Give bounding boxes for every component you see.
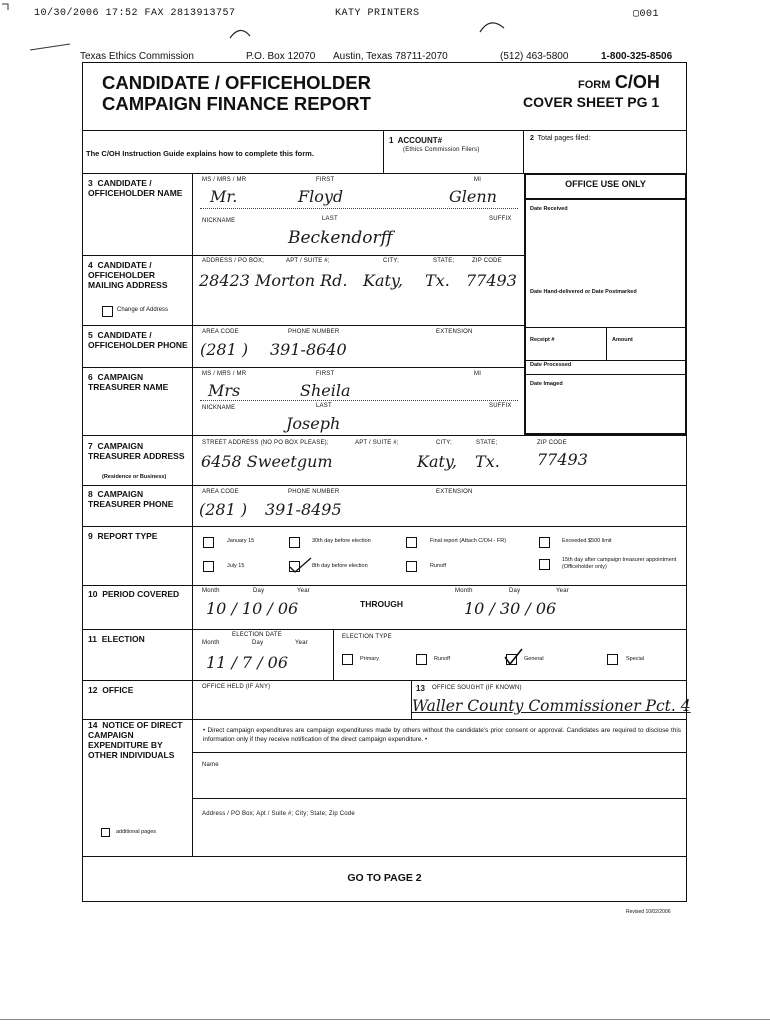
s10-h-year-to: Year (556, 588, 569, 594)
s4-zip[interactable]: 77493 (466, 271, 517, 290)
s9-15day-checkbox[interactable] (539, 559, 550, 570)
office-date-hand: Date Hand-delivered or Date Postmarked (530, 289, 637, 295)
s9-8day-label: 8th day before election (312, 563, 368, 569)
s14-additional-label: additional pages (116, 829, 157, 835)
s3-h-mi: MI (474, 177, 482, 183)
s3-middle[interactable]: Glenn (449, 187, 497, 206)
s8-h-ext: EXTENSION (436, 489, 473, 495)
s13-h-sought: OFFICE SOUGHT (IF KNOWN) (432, 685, 522, 691)
s8-num: 8 (88, 489, 93, 499)
account-field-label (389, 136, 442, 145)
s6-prefix[interactable]: Mrs (208, 381, 241, 400)
goto-page-2: GO TO PAGE 2 (347, 872, 422, 884)
s7-zip[interactable]: 77493 (537, 450, 588, 469)
s9-final-label: Final report (Attach C/OH - FR) (430, 538, 507, 544)
s14-label (88, 720, 188, 760)
s6-last-name[interactable]: Joseph (286, 414, 341, 433)
s7-state[interactable]: Tx. (475, 452, 500, 471)
s9-label-text: REPORT TYPE (97, 531, 158, 541)
s11-h-type: ELECTION TYPE (342, 634, 392, 640)
s9-jul15-checkbox[interactable] (203, 561, 214, 572)
s5-num: 5 (88, 330, 93, 340)
form-title-line2: CAMPAIGN FINANCE REPORT (102, 93, 371, 114)
s4-h-zip: ZIP CODE (472, 258, 502, 264)
agency-city: Austin, Texas 78711-2070 (333, 51, 448, 62)
account-label: ACCOUNT# (397, 136, 443, 145)
s6-label (88, 372, 188, 392)
s11-election-date[interactable]: 11 / 7 / 06 (206, 653, 289, 672)
s7-h-state: STATE; (476, 440, 498, 446)
s9-runoff-label: Runoff (430, 563, 447, 569)
s4-change-address-checkbox[interactable] (102, 306, 113, 317)
s9-8day-check-icon (287, 556, 313, 574)
office-use-box (524, 173, 687, 435)
s10-label-text: PERIOD COVERED (102, 589, 180, 599)
s10-from-date[interactable]: 10 / 10 / 06 (206, 599, 299, 618)
s10-to-date[interactable]: 10 / 30 / 06 (464, 599, 557, 618)
s3-num: 3 (88, 178, 93, 188)
s5-label-text: CANDIDATE / OFFICEHOLDER PHONE (88, 330, 188, 350)
s7-h-zip: ZIP CODE (537, 440, 567, 446)
office-receipt: Receipt # (530, 337, 555, 343)
fax-datetime: 10/30/2006 17:52 FAX 2813913757 (34, 8, 236, 19)
s4-h-addr: ADDRESS / PO BOX; (202, 258, 265, 264)
account-num: 1 (389, 136, 394, 145)
office-date-imaged: Date Imaged (530, 381, 563, 387)
s6-h-nick: NICKNAME (202, 405, 236, 411)
cover-sheet-label: COVER SHEET PG 1 (523, 94, 660, 110)
s9-jul15-label: July 15 (227, 563, 245, 569)
s7-sub: (Residence or Business) (102, 474, 167, 480)
s9-30day-checkbox[interactable] (289, 537, 300, 548)
s13-office-sought[interactable]: Waller County Commissioner Pct. 4 (412, 697, 691, 715)
agency-address: P.O. Box 12070 (246, 51, 316, 62)
s14-label-text: NOTICE OF DIRECT CAMPAIGN EXPENDITURE BY OTHER INDIVIDUALS (88, 720, 183, 760)
s6-h-mi: MI (474, 371, 482, 377)
s9-label (88, 531, 157, 541)
s5-phone[interactable]: 391-8640 (270, 340, 347, 359)
s11-primary-label: Primary (360, 656, 379, 662)
s4-change-label: Change of Address (117, 307, 169, 313)
s8-label-text: CAMPAIGN TREASURER PHONE (88, 489, 174, 509)
account-sub: (Ethics Commission Filers) (403, 147, 480, 153)
s9-exceeded-checkbox[interactable] (539, 537, 550, 548)
s9-jan15-label: January 15 (227, 538, 255, 544)
s14-notice-text: • Direct campaign expenditures are campaign expenditures made by others without the candidate's prior consent or approval. Candidates are required to disclose this information only if they receive notification of the direct campaign expenditure. • (203, 727, 681, 743)
form-title-line1: CANDIDATE / OFFICEHOLDER (102, 72, 371, 93)
s10-h-month-from: Month (202, 588, 220, 594)
s12-label-text: OFFICE (102, 685, 134, 695)
s4-city[interactable]: Katy, (363, 271, 403, 290)
s11-h-date: ELECTION DATE (232, 632, 282, 638)
s3-prefix[interactable]: Mr. (210, 187, 238, 206)
office-use-title: OFFICE USE ONLY (565, 179, 646, 189)
fax-sender: KATY PRINTERS (335, 8, 420, 19)
s7-num: 7 (88, 441, 93, 451)
s11-h-year: Year (295, 640, 308, 646)
s7-address[interactable]: 6458 Sweetgum (201, 452, 333, 471)
s9-runoff-checkbox[interactable] (406, 561, 417, 572)
agency-phone: (512) 463-5800 (500, 51, 569, 62)
s8-label (88, 489, 188, 509)
s10-h-day-to: Day (509, 588, 521, 594)
s4-address[interactable]: 28423 Morton Rd. (199, 271, 348, 290)
agency-tollfree: 1-800-325-8506 (601, 51, 673, 62)
s9-final-checkbox[interactable] (406, 537, 417, 548)
fax-page-number: 001 (639, 9, 660, 20)
s11-num: 11 (88, 634, 97, 644)
s3-h-suffix: SUFFIX (489, 216, 512, 222)
s7-h-apt: APT / SUITE #; (355, 440, 399, 446)
total-pages-label (530, 135, 590, 142)
s11-special-checkbox[interactable] (607, 654, 618, 665)
s6-h-first: FIRST (316, 371, 335, 377)
s3-h-last: LAST (322, 216, 338, 222)
s12-num: 12 (88, 685, 98, 695)
s8-h-phone: PHONE NUMBER (288, 489, 340, 495)
s8-h-area: AREA CODE (202, 489, 239, 495)
agency-name: Texas Ethics Commission (80, 51, 194, 62)
s11-general-label: General (524, 656, 544, 662)
s6-label-text: CAMPAIGN TREASURER NAME (88, 372, 169, 392)
office-date-received: Date Received (530, 206, 568, 212)
s11-general-check-icon (502, 647, 524, 667)
s11-h-day: Day (252, 640, 264, 646)
s12-h-held: OFFICE HELD (IF ANY) (202, 684, 271, 690)
s4-h-state: STATE; (433, 258, 455, 264)
s8-phone[interactable]: 391-8495 (265, 500, 342, 519)
s6-h-prefix: MS / MRS / MR (202, 371, 247, 377)
form-code: C/OH (614, 72, 660, 92)
s7-city[interactable]: Katy, (417, 452, 457, 471)
s6-num: 6 (88, 372, 93, 382)
s4-label (88, 260, 188, 290)
s12-label (88, 685, 133, 695)
s14-num: 14 (88, 720, 98, 730)
s11-h-month: Month (202, 640, 220, 646)
s3-first-name[interactable]: Floyd (298, 187, 344, 206)
s5-label (88, 330, 188, 350)
s10-label (88, 589, 188, 599)
s5-h-phone: PHONE NUMBER (288, 329, 340, 335)
s4-h-city: CITY; (383, 258, 399, 264)
office-amount: Amount (612, 337, 633, 343)
fax-page-code: ▢001 (633, 9, 660, 20)
s3-h-prefix: MS / MRS / MR (202, 177, 247, 183)
s9-15day-label: 15th day after campaign treasurer appointment (Officeholder only) (562, 557, 677, 570)
s3-label (88, 178, 188, 198)
s11-special-label: Special (626, 656, 645, 662)
s14-additional-pages-checkbox[interactable] (101, 828, 110, 837)
s5-h-area: AREA CODE (202, 329, 239, 335)
total-pages-num: 2 (530, 135, 534, 142)
form-label: FORM (578, 79, 611, 91)
s14-h-name: Name (202, 762, 219, 768)
total-pages-text: Total pages filed: (537, 135, 591, 142)
s10-through: THROUGH (360, 599, 403, 609)
s9-exceeded-label: Exceeded $500 limit (562, 538, 612, 544)
s10-h-year-from: Year (297, 588, 310, 594)
s11-label (88, 634, 145, 644)
s8-area-code[interactable]: (281 ) (199, 500, 248, 519)
s11-runoff-label: Runoff (434, 656, 451, 662)
s7-h-addr: STREET ADDRESS (NO PO BOX PLEASE); (202, 440, 329, 446)
office-date-processed: Date Processed (530, 362, 572, 368)
s9-num: 9 (88, 531, 93, 541)
s10-h-month-to: Month (455, 588, 473, 594)
s5-area-code[interactable]: (281 ) (200, 340, 249, 359)
s4-state[interactable]: Tx. (425, 271, 450, 290)
instruction-text: The C/OH Instruction Guide explains how to complete this form. (86, 149, 314, 158)
s10-h-day-from: Day (253, 588, 265, 594)
s9-30day-label: 30th day before election (312, 538, 371, 544)
s4-h-apt: APT / SUITE #; (286, 258, 330, 264)
s4-num: 4 (88, 260, 93, 270)
s10-num: 10 (88, 589, 98, 599)
s11-primary-checkbox[interactable] (342, 654, 353, 665)
s11-runoff-checkbox[interactable] (416, 654, 427, 665)
s3-h-first: FIRST (316, 177, 335, 183)
s6-h-last: LAST (316, 403, 332, 409)
s4-label-text: CANDIDATE / OFFICEHOLDER MAILING ADDRESS (88, 260, 168, 290)
s3-last-name[interactable]: Beckendorff (288, 228, 393, 248)
s7-label (88, 441, 192, 461)
s11-label-text: ELECTION (101, 634, 145, 644)
form-title (102, 72, 371, 114)
s6-h-suffix: SUFFIX (489, 403, 512, 409)
s13-num: 13 (416, 684, 425, 693)
form-id (578, 72, 660, 93)
s14-h-address: Address / PO Box; Apt / Suite #; City; State; Zip Code (202, 811, 355, 817)
s5-h-ext: EXTENSION (436, 329, 473, 335)
s3-label-text: CANDIDATE / OFFICEHOLDER NAME (88, 178, 183, 198)
s3-h-nick: NICKNAME (202, 218, 236, 224)
s9-jan15-checkbox[interactable] (203, 537, 214, 548)
s7-label-text: CAMPAIGN TREASURER ADDRESS (88, 441, 185, 461)
revised-date: Revised 10/02/2006 (626, 909, 671, 915)
s6-first-name[interactable]: Sheila (300, 381, 351, 400)
s7-h-city: CITY; (436, 440, 452, 446)
